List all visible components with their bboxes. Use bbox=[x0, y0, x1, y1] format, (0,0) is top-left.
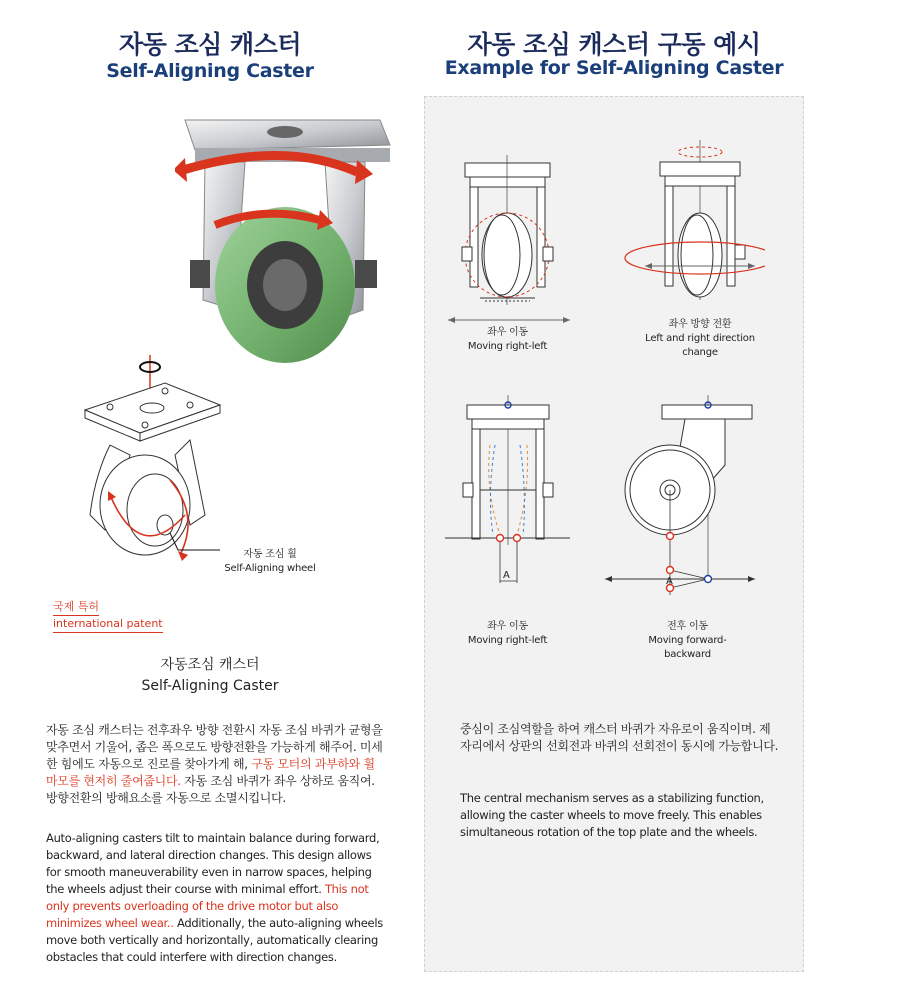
desc-en-part1: Auto-aligning casters tilt to maintain balance during forward, backward, and lateral direction changes. This design allows for smooth maneuverability even in narrow spaces, helping the wheels adjust their course with minimal effort. bbox=[46, 831, 380, 896]
diagram4-caption-en: Moving forward-backward bbox=[648, 635, 727, 660]
diagram-direction-change bbox=[615, 140, 765, 320]
diagram4-caption-ko: 전후 이동 bbox=[667, 621, 708, 632]
right-title-en: Example for Self-Aligning Caster bbox=[444, 57, 784, 79]
diagram-moving-right-left-1 bbox=[440, 155, 590, 330]
desc-ko-highlight: 구동 모터의 과부하와 휠 마모를 현저히 줄여줍니다. bbox=[46, 757, 375, 788]
diagram1-caption-ko: 좌우 이동 bbox=[487, 327, 528, 338]
mark-a-1: A bbox=[503, 570, 510, 581]
patent-en: international patent bbox=[53, 616, 163, 633]
diagram3-caption bbox=[440, 620, 575, 648]
right-description-en: The central mechanism serves as a stabilizing function, allowing the caster wheels to move freely. This enables simultaneous rotation of the top plate and the wheels. bbox=[460, 791, 764, 839]
diagram-forward-backward bbox=[600, 395, 770, 620]
left-title-en: Self-Aligning Caster bbox=[106, 60, 314, 82]
wheel-label-en: Self-Aligning wheel bbox=[224, 563, 316, 574]
desc-ko-part2: 자동 조심 바퀴가 좌우 상하로 움직여. 방향전환의 방해요소를 자동으로 소멸시킵니다. bbox=[46, 774, 375, 805]
left-title-ko: 자동 조심 캐스터 bbox=[119, 30, 301, 59]
diagram1-caption-en: Moving right-left bbox=[467, 341, 548, 352]
diagram2-caption-en: Left and right direction change bbox=[645, 333, 755, 358]
right-description-ko: 중심이 조심역할을 하여 캐스터 바퀴가 자유로이 움직이며. 제자리에서 상판의 선회전과 바퀴의 선회전이 동시에 가능합니다. bbox=[460, 722, 779, 753]
desc-ko-part1: 자동 조심 캐스터는 전후좌우 방향 전환시 자동 조심 바퀴가 균형을 맞추면서 기울어, 좁은 폭으로도 방향전환을 가능하게 해주어. 미세한 힘에도 자동으로 진로를 찾아가게 해, bbox=[46, 723, 383, 771]
desc-en-part2: Additionally, the auto-aligning wheels move both vertically and horizontally, automatically clearing obstacles that could interfere with direction changes. bbox=[46, 916, 383, 964]
right-title-ko: 자동 조심 캐스터 구동 예시 bbox=[467, 30, 761, 59]
diagram4-caption bbox=[630, 620, 745, 662]
diagram2-caption-ko: 좌우 방향 전환 bbox=[668, 319, 732, 330]
mark-a-2: A bbox=[666, 576, 673, 587]
diagram3-caption-en: Moving right-left bbox=[467, 635, 548, 646]
desc-en-highlight: This not only prevents overloading of the drive motor but also minimizes wheel wear.. bbox=[46, 882, 369, 930]
sub-title-en: Self-Aligning Caster bbox=[141, 678, 279, 694]
self-aligning-wheel-label bbox=[215, 548, 325, 576]
diagram1-caption bbox=[440, 326, 575, 354]
diagram-moving-right-left-2 bbox=[445, 395, 580, 590]
caster-photo bbox=[175, 110, 405, 370]
wheel-label-ko: 자동 조심 휠 bbox=[243, 549, 297, 560]
left-description-en bbox=[46, 830, 384, 966]
left-description-ko bbox=[46, 722, 384, 807]
caster-line-drawing bbox=[70, 355, 230, 565]
diagram2-caption bbox=[640, 318, 760, 360]
sub-title bbox=[70, 655, 350, 697]
diagram3-caption-ko: 좌우 이동 bbox=[487, 621, 528, 632]
patent-label bbox=[53, 599, 163, 633]
patent-ko: 국제 특허 bbox=[53, 599, 99, 616]
sub-title-ko: 자동조심 캐스터 bbox=[160, 657, 260, 673]
